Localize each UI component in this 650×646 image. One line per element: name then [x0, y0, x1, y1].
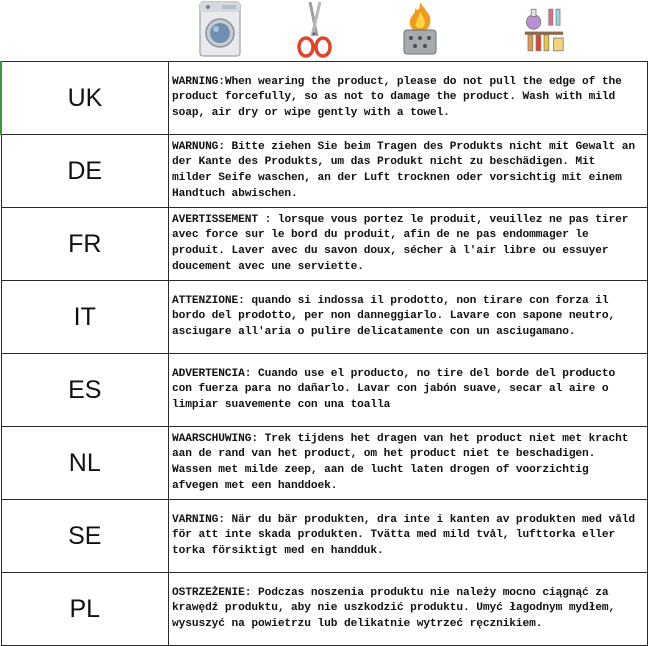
language-code: SE — [1, 500, 169, 573]
warning-body: quando si indossa il prodotto, non tirare con forza il bordo del prodotto, per non danneggiarlo. Lavare con sapone neutro, asciugare all'aria o pulire delicatamente con un asciugamano. — [172, 294, 616, 338]
warning-text — [169, 62, 648, 135]
fire-stove-icon — [396, 0, 444, 60]
warning-label: OSTRZEŻENIE: — [172, 586, 252, 599]
table-row — [1, 62, 648, 135]
table-row — [1, 427, 648, 500]
warning-body: When wearing the product, please do not pull the edge of the product forcefully, so as not to damage the product. Wash with mild soap, air dry or wipe gently with a towel. — [172, 75, 622, 119]
language-code: NL — [1, 427, 169, 500]
warning-label: ADVERTENCIA: — [172, 367, 252, 380]
warning-text — [169, 427, 648, 500]
warning-text — [169, 500, 648, 573]
table-row — [1, 573, 648, 646]
language-code: PL — [1, 573, 169, 646]
washing-machine-icon — [196, 0, 244, 60]
warnings-table — [0, 61, 648, 646]
chemicals-icon — [520, 0, 568, 60]
warning-label: WARNING: — [172, 75, 225, 88]
language-code: DE — [1, 135, 169, 208]
warning-label: ATTENZIONE: — [172, 294, 245, 307]
language-code: FR — [1, 208, 169, 281]
warning-text — [169, 135, 648, 208]
table-row — [1, 354, 648, 427]
warning-text — [169, 281, 648, 354]
warning-label: AVERTISSEMENT — [172, 213, 258, 226]
warning-body: Trek tijdens het dragen van het product niet met kracht aan de rand van het product, om het product niet te beschadigen. Wassen met milde zeep, aan de lucht laten drogen of voorzichtig afvegen met een handdoek. — [172, 432, 629, 492]
table-row — [1, 208, 648, 281]
warning-text — [169, 208, 648, 281]
care-icons-row — [0, 0, 650, 61]
warning-body: När du bär produkten, dra inte i kanten av produkten med våld för att inte skada produkten. Tvätta med mild tvål, lufttorka eller torka försiktigt med en handduk. — [172, 513, 635, 557]
warning-body: Bitte ziehen Sie beim Tragen des Produkts nicht mit Gewalt an der Kante des Produkts, um das Produkt nicht zu beschädigen. Mit milder Seife waschen, an der Luft trocknen oder vorsichtig mit einem Handtuch abwischen. — [172, 140, 635, 200]
table-row — [1, 500, 648, 573]
warning-body: Podczas noszenia produktu nie należy mocno ciągnąć za krawędź produktu, aby nie uszkodzić produktu. Umyć łagodnym mydłem, wysuszyć na powietrzu lub delikatnie wytrzeć ręcznikiem. — [172, 586, 616, 630]
scissors-icon — [290, 0, 338, 60]
warning-text — [169, 573, 648, 646]
language-code: IT — [1, 281, 169, 354]
warning-label: VARNING: — [172, 513, 225, 526]
warning-label: WAARSCHUWING: — [172, 432, 258, 445]
table-row — [1, 281, 648, 354]
language-code: ES — [1, 354, 169, 427]
warning-body: : lorsque vous portez le produit, veuillez ne pas tirer avec force sur le bord du produit, afin de ne pas endommager le produit. Laver avec du savon doux, sécher à l'air libre ou essuyer doucement avec une serviette. — [172, 213, 629, 273]
language-code: UK — [1, 62, 169, 135]
warning-text — [169, 354, 648, 427]
warning-label: WARNUNG: — [172, 140, 225, 153]
warning-body: Cuando use el producto, no tire del borde del producto con fuerza para no dañarlo. Lavar con jabón suave, secar al aire o limpiar suavemente con una toalla — [172, 367, 616, 411]
table-row — [1, 135, 648, 208]
